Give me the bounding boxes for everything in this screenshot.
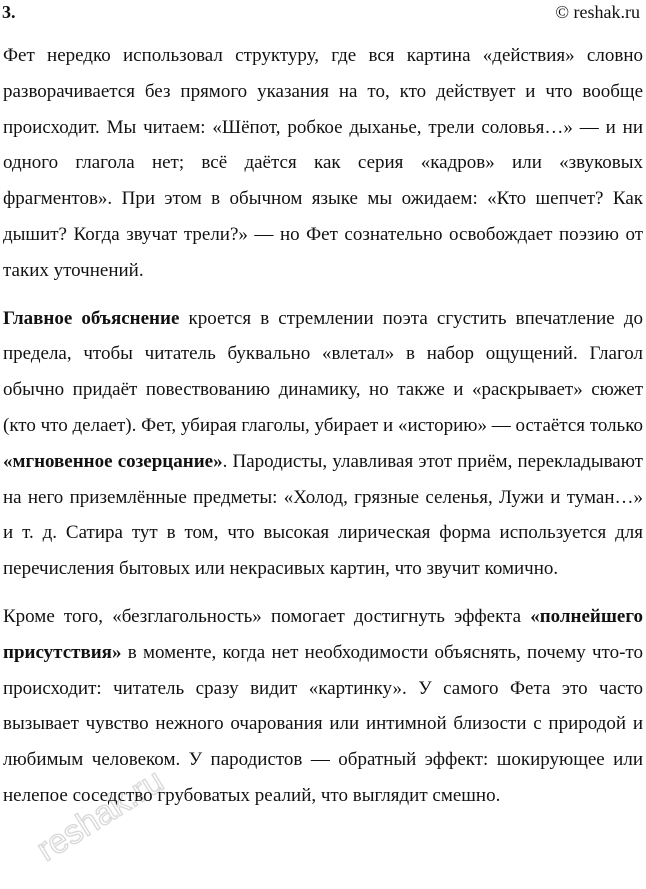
bold-phrase-main-explanation: Главное объяснение bbox=[3, 307, 180, 329]
paragraph-3-text-a: Кроме того, «безглагольность» помогает достигнуть эффекта bbox=[3, 605, 531, 627]
paragraph-2 bbox=[3, 301, 643, 587]
paragraph-1-text: Фет нередко использовал структуру, где вся картина «действия» словно разворачивается без прямого указания на то, кто действует и что вообще происходит. Мы читаем: «Шёпот, робкое дыханье, трели соловья…» — и ни одного глагола нет; всё даётся как серия «кадров» или «звуковых фрагментов». При этом в обычном языке мы ожидаем: «Кто шепчет? Как дышит? Когда звучат трели?» — но Фет сознательно освобождает поэзию от таких уточнений. bbox=[3, 45, 643, 281]
answer-text bbox=[3, 38, 643, 826]
paragraph-1 bbox=[3, 38, 643, 289]
watermark-text: reshak.ru bbox=[29, 761, 171, 869]
bold-phrase-instant-contemplation: «мгновенное созерцание» bbox=[3, 450, 223, 472]
page-header bbox=[2, 0, 640, 24]
task-number: 3. bbox=[2, 2, 16, 22]
paragraph-3-text-b: в моменте, когда нет необходимости объяснять, почему что-то происходит: читатель сразу видит «картинку». У самого Фета это часто вызывает чувство нежного очарования или интимной близости с природой и любимым человеком. У пародистов — обратный эффект: шокирующее или нелепое соседство грубоватых реалий, что выглядит смешно. bbox=[3, 641, 643, 806]
site-copyright-label: © reshak.ru bbox=[555, 2, 640, 22]
paragraph-2-text-b: . Пародисты, улавливая этот приём, перекладывают на него приземлённые предметы: «Холод, грязные селенья, Лужи и туман…» и т. д. Сатира тут в том, что высокая лирическая форма используется для перечисления бытовых или некрасивых картин, что звучит комично. bbox=[3, 450, 643, 580]
bold-phrase-full-presence: «полнейшего присутствия» bbox=[3, 605, 643, 663]
paragraph-3 bbox=[3, 599, 643, 814]
paragraph-2-text-a: кроется в стремлении поэта сгустить впечатление до предела, чтобы читатель буквально «влетал» в набор ощущений. Глагол обычно придаёт повествованию динамику, но также и «раскрывает» сюжет (кто что делает). Фет, убирая глаголы, убирает и «историю» — остаётся только bbox=[3, 307, 643, 436]
